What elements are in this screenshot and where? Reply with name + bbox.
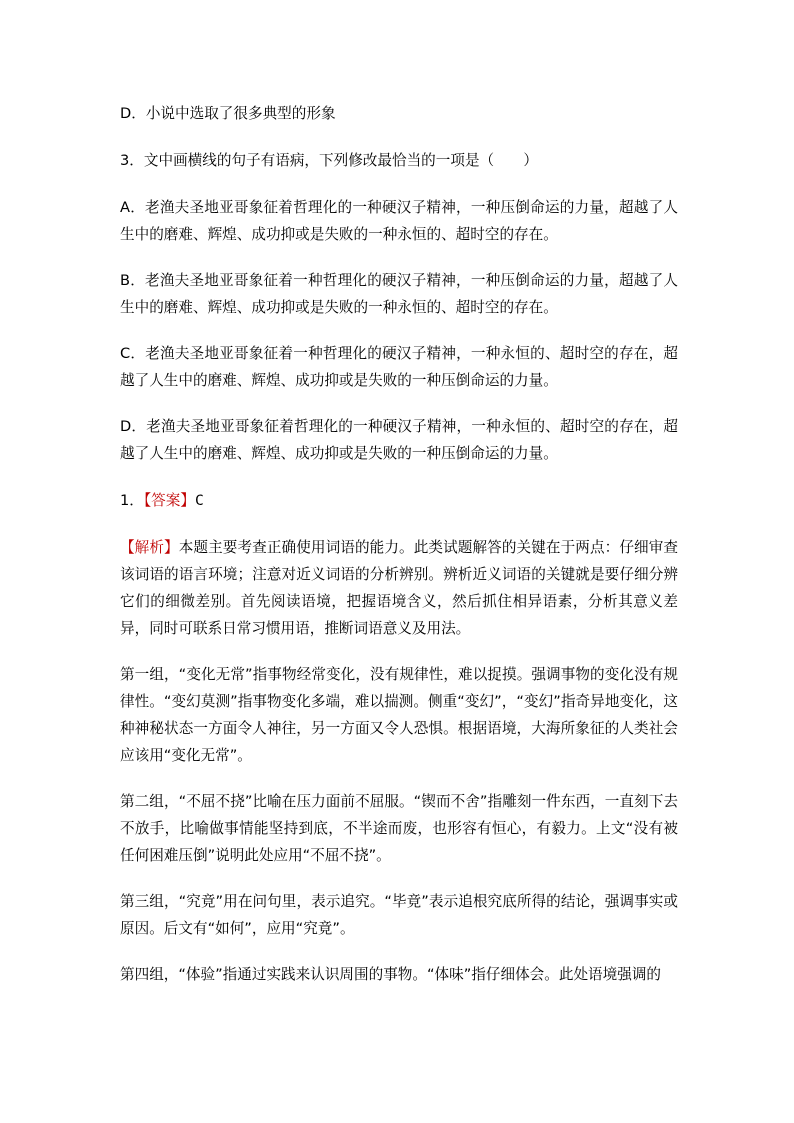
q3-option-c-text: C．老渔夫圣地亚哥象征着一种哲理化的硬汉子精神，一种永恒的、超时空的存在，超越了人生中的磨难、辉煌、成功抑或是失败的一种压倒命运的力量。 (120, 345, 678, 389)
document-page (120, 100, 678, 988)
analysis-intro (120, 534, 678, 642)
q2-option-d-text: D．小说中选取了很多典型的形象 (120, 105, 336, 122)
analysis-group-1-text: 第一组，“变化无常”指事物经常变化，没有规律性，难以捉摸。强调事物的变化没有规律性。“变幻莫测”指事物变化多端，难以揣测。侧重“变幻”，“变幻”指奇异地变化，这种神秘状态一方面令人神往，另一方面又令人恐惧。根据语境，大海所象征的人类社会应该用“变化无常”。 (120, 666, 678, 764)
answer-number: 1． (120, 492, 144, 509)
analysis-group-4-text: 第四组，“体验”指通过实践来认识周围的事物。“体味”指仔细体会。此处语境强调的 (120, 966, 662, 983)
q3-option-b (120, 267, 678, 321)
q3-option-b-text: B．老渔夫圣地亚哥象征着一种哲理化的硬汉子精神，一种压倒命运的力量，超越了人生中的磨难、辉煌、成功抑或是失败的一种永恒的、超时空的存在。 (120, 272, 678, 316)
analysis-group-2-text: 第二组，“不屈不挠”比喻在压力面前不屈服。“锲而不舍”指雕刻一件东西，一直刻下去不放手，比喻做事情能坚持到底，不半途而废，也形容有恒心，有毅力。上文“没有被任何困难压倒”说明此处应用“不屈不挠”。 (120, 793, 678, 864)
q3-option-c (120, 340, 678, 394)
q3-option-d (120, 413, 678, 467)
analysis-intro-text: 本题主要考查正确使用词语的能力。此类试题解答的关键在于两点：仔细审查该词语的语言环境；注意对近义词语的分析辨别。辨析近义词语的关键就是要仔细分辨它们的细微差别。首先阅读语境，把握语境含义，然后抓住相异语素，分析其意义差异，同时可联系日常习惯用语，推断词语意义及用法。 (120, 539, 678, 637)
analysis-group-3-text: 第三组，“究竟”用在问句里，表示追究。“毕竟”表示追根究底所得的结论，强调事实或原因。后文有“如何”，应用“究竟”。 (120, 893, 678, 937)
analysis-group-1 (120, 661, 678, 769)
q3-option-d-text: D．老渔夫圣地亚哥象征着哲理化的一种硬汉子精神，一种永恒的、超时空的存在，超越了人生中的磨难、辉煌、成功抑或是失败的一种压倒命运的力量。 (120, 418, 678, 462)
analysis-group-2 (120, 788, 678, 869)
analysis-label: 【解析】 (120, 539, 179, 556)
analysis-group-4 (120, 961, 678, 988)
answer-label: 【答案】 (143, 492, 195, 509)
q3-stem (120, 147, 678, 174)
answer-value: C (194, 492, 204, 509)
q2-option-d (120, 100, 678, 127)
q3-option-a (120, 194, 678, 248)
answer-line (120, 487, 678, 514)
analysis-group-3 (120, 888, 678, 942)
q3-option-a-text: A．老渔夫圣地亚哥象征着哲理化的一种硬汉子精神，一种压倒命运的力量，超越了人生中的磨难、辉煌、成功抑或是失败的一种永恒的、超时空的存在。 (120, 199, 678, 243)
q3-stem-text: 3．文中画横线的句子有语病，下列修改最恰当的一项是（ ） (120, 152, 538, 169)
